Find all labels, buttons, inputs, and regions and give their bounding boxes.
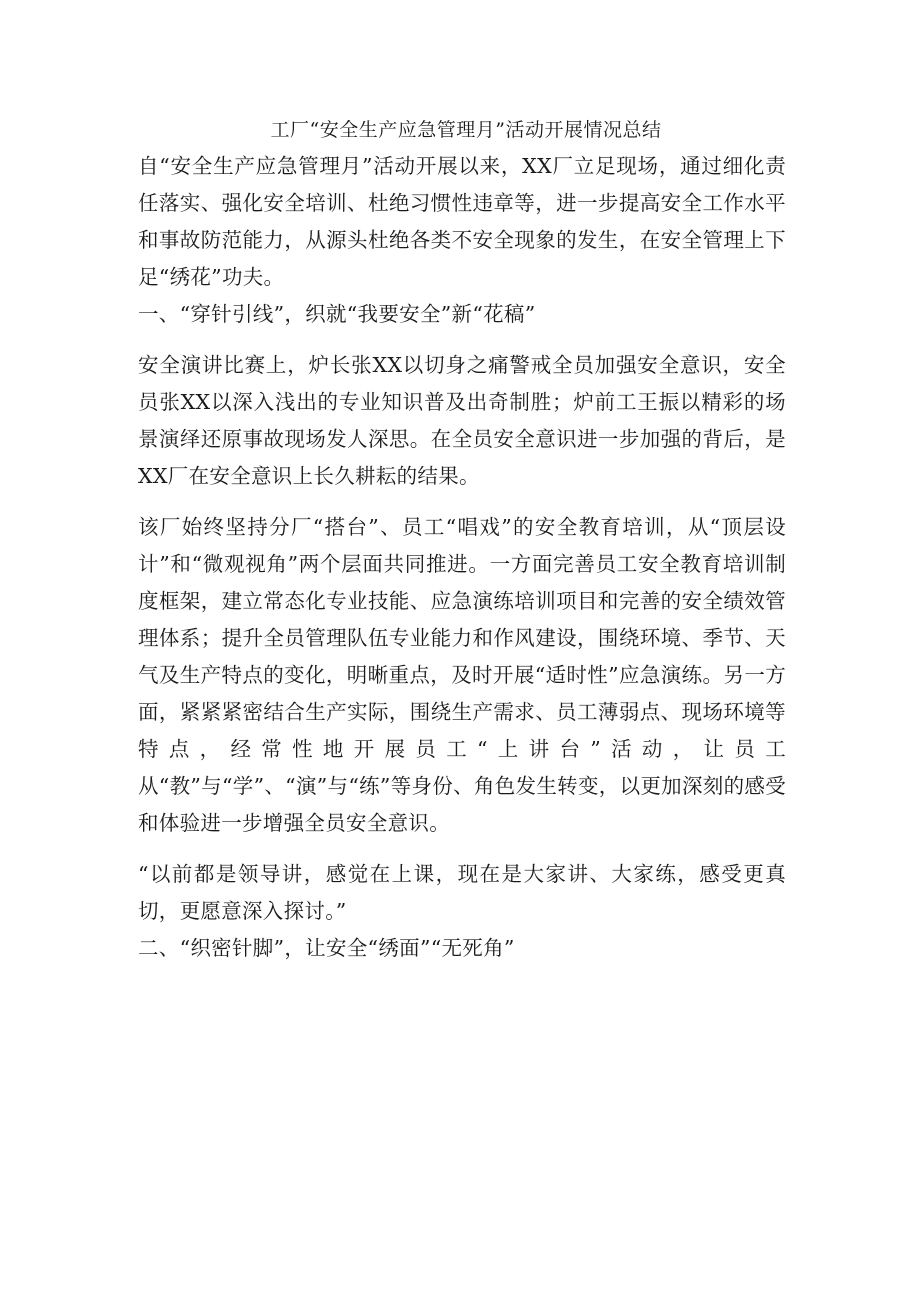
intro-paragraph: 自“安全生产应急管理月”活动开展以来，XX厂立足现场，通过细化责任落实、强化安全培训、杜绝习惯性违章等，进一步提高安全工作水平和事故防范能力，从源头杜绝各类不安全现象的发生，在安全管理上下足“绣花”功夫。 [138,154,786,289]
document-page [138,112,786,967]
section-1-heading: 一、“穿针引线”，织就“我要安全”新“花稿” [138,302,536,326]
section-1-paragraph-2: 该厂始终坚持分厂“搭台”、员工“唱戏”的安全教育培训，从“顶层设计”和“微观视角”两个层面共同推进。一方面完善员工安全教育培训制度框架，建立常态化专业技能、应急演练培训项目和完善的安全绩效管理体系；提升全员管理队伍专业能力和作风建设，围绕环境、季节、天气及生产特点的变化，明晰重点，及时开展“适时性”应急演练。另一方面，紧紧紧密结合生产实际，围绕生产需求、员工薄弱点、现场环境等特点，经常性地开展员工“上讲台”活动，让员工从“教”与“学”、“演”与“练”等身份、角色发生转变，以更加深刻的感受和体验进一步增强全员安全意识。 [138,515,786,835]
section-2-heading: 二、“织密针脚”，让安全“绣面”“无死角” [138,936,515,960]
section-1-paragraph-1: 安全演讲比赛上，炉长张XX以切身之痛警戒全员加强安全意识，安全员张XX以深入浅出的专业知识普及出奇制胜；炉前工王振以精彩的场景演绎还原事故现场发人深思。在全员安全意识进一步加强的背后，是XX厂在安全意识上长久耕耘的结果。 [138,353,786,488]
quote-paragraph: “以前都是领导讲，感觉在上课，现在是大家讲、大家练，感受更真切，更愿意深入探讨。” [138,862,786,923]
document-title: 工厂“安全生产应急管理月”活动开展情况总结 [270,119,662,141]
